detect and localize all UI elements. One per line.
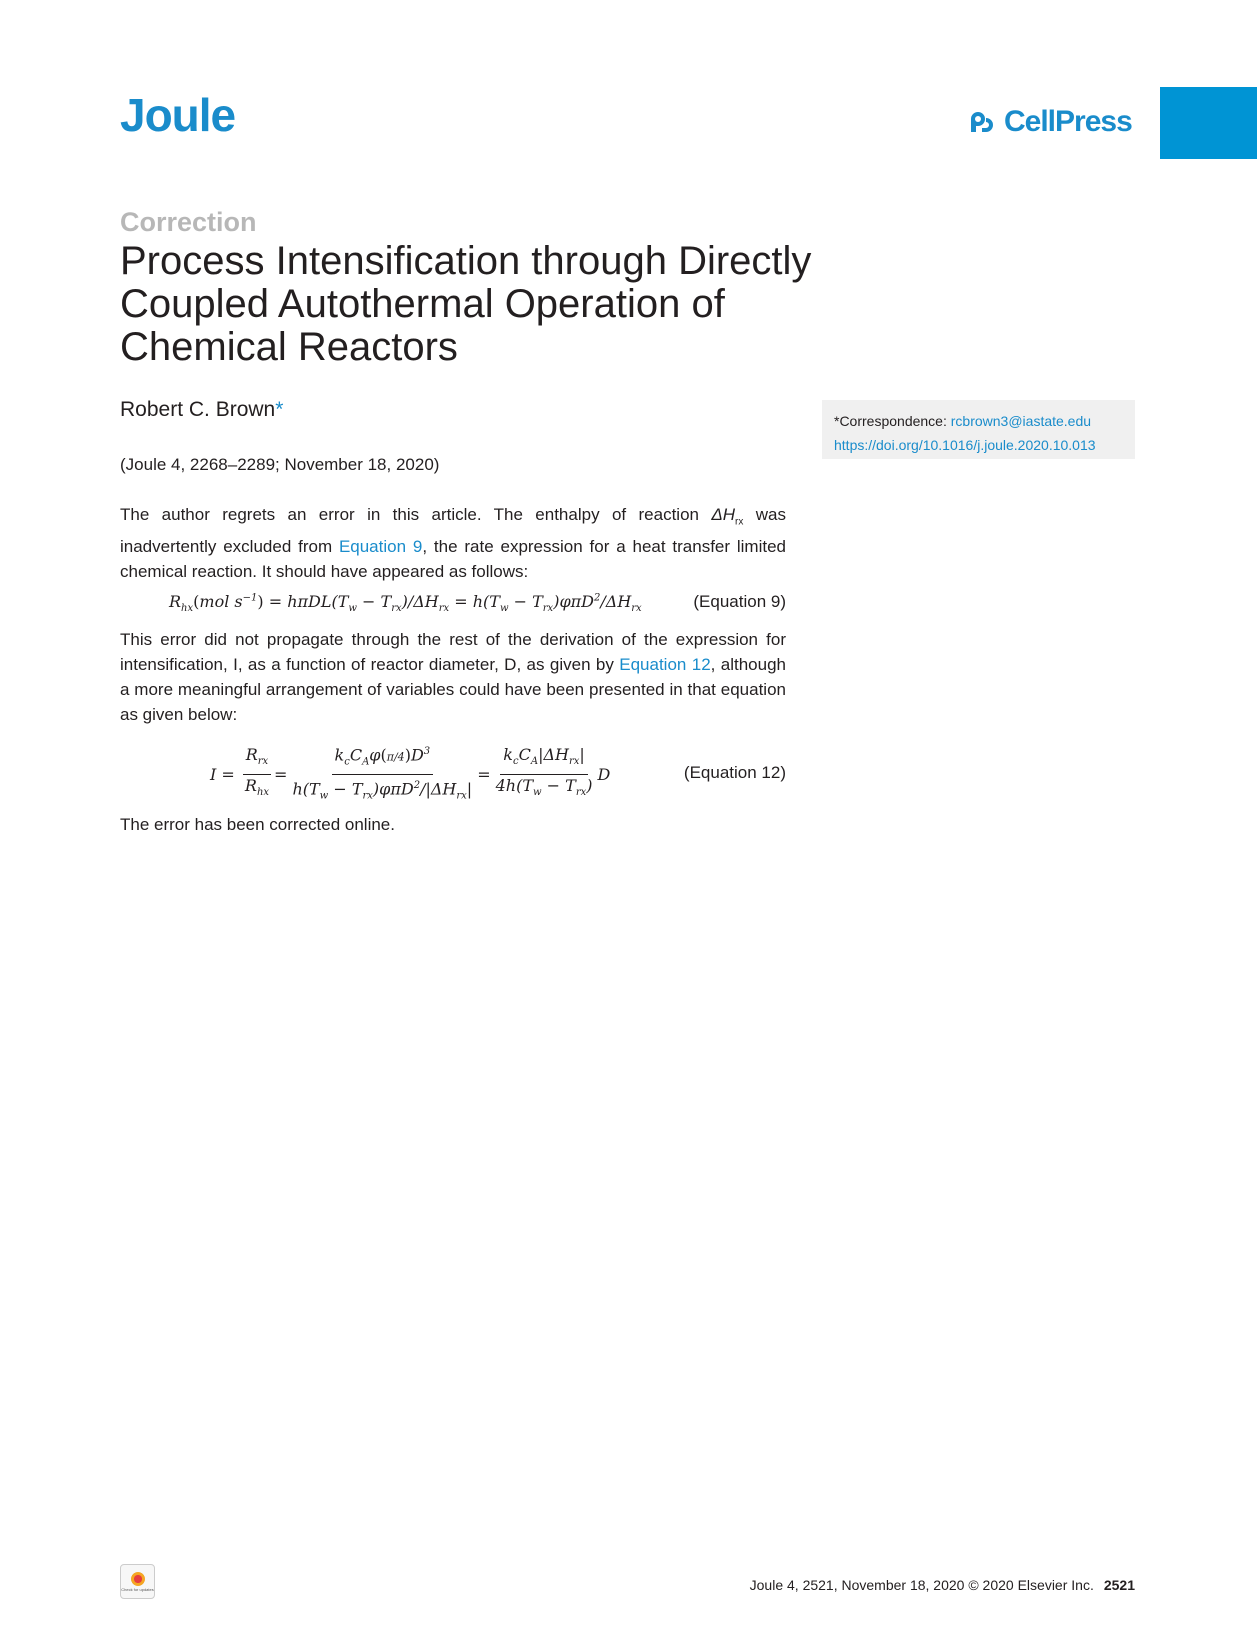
p1-text-b: was inadvertently excluded from [120, 505, 786, 557]
equation-12-link[interactable]: Equation 12 [619, 655, 711, 674]
correspondence-email-link[interactable]: rcbrown3@iastate.edu [950, 413, 1092, 429]
p1-symbol-sub: rx [735, 516, 744, 528]
author-line [120, 398, 283, 422]
publisher-logo [966, 104, 1132, 140]
publisher-name: CellPress [1004, 105, 1132, 138]
original-citation: (Joule 4, 2268–2289; November 18, 2020) [120, 455, 440, 474]
article-title: Process Intensification through Directly Coupled Autothermal Operation of Chemical Reactors [120, 239, 812, 369]
check-for-updates-badge[interactable] [120, 1564, 155, 1599]
equation-9-math: $R_{hx}(mol$ $s^{-1}) = h\pi DL(T_w - T_{rx})/\Delta H_{rx} = h(T_w - T_{rx})\varphi\pi D^2/\Delta H_{rx}$ [169, 592, 642, 615]
correspondence-box [822, 400, 1135, 459]
cellpress-icon [966, 106, 998, 138]
equation-9-number: (Equation 9) [693, 592, 786, 611]
article-type: Correction [120, 207, 257, 237]
equation-12-number: (Equation 12) [683, 763, 786, 782]
check-updates-icon [131, 1572, 145, 1586]
author-name: Robert C. Brown [120, 398, 276, 421]
equation-12 [120, 747, 786, 807]
footer-citation: Joule 4, 2521, November 18, 2020 © 2020 Elsevier Inc. [749, 1577, 1094, 1593]
p1-symbol: ΔH [711, 505, 736, 524]
p2-text-b: , although a more meaningful arrangement of variables could have been presented in that equation as given below: [120, 655, 786, 724]
p2-text-a: This error did not propagate through the rest of the derivation of the expression for intensification, I, as a function of reactor diameter, D, as given by [120, 630, 786, 674]
paragraph-2 [120, 627, 786, 727]
page-footer [750, 1577, 1135, 1593]
page-number: 2521 [1103, 1577, 1135, 1593]
correspondence-label: *Correspondence: [834, 413, 951, 429]
check-updates-label: Check for updates [121, 1586, 154, 1592]
paragraph-3: The error has been corrected online. [120, 815, 395, 834]
p1-text-a: The author regrets an error in this article. The enthalpy of reaction [120, 505, 712, 524]
header-accent-block [1160, 87, 1257, 159]
correspondence-mark[interactable]: * [275, 398, 284, 421]
equation-12-math: I = $\frac{R_{rx}}{R_{hx}}$ = $\frac{k_cC_A\varphi(\pi/4)D^3}{h(T_w - T_{rx})\varphi\pi D^2/|\Delta H_{rx}|}$ = $\frac{k_cC_A|\Delta H_{rx}|}{4h(T_w - T_{rx})}$ D [210, 743, 610, 805]
equation-9-link[interactable]: Equation 9 [338, 537, 423, 557]
journal-logo: Joule [120, 89, 236, 141]
p1-text-c: , the rate expression for a heat transfer limited chemical reaction. It should have appeared as follows: [120, 537, 786, 582]
doi-link[interactable]: https://doi.org/10.1016/j.joule.2020.10.013 [834, 437, 1096, 453]
paragraph-1 [120, 502, 786, 584]
